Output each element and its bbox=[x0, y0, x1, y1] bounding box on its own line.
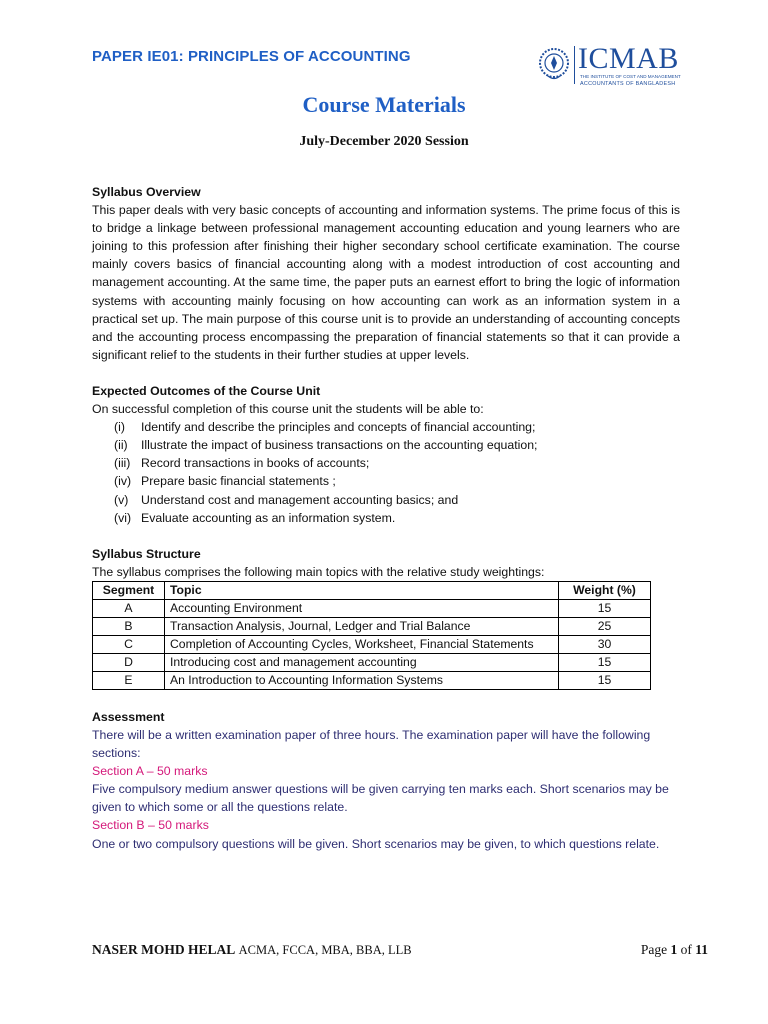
assessment-intro: There will be a written examination paper of three hours. The examination paper will have the following sections: bbox=[92, 727, 651, 761]
structure-intro: The syllabus comprises the following main topics with the relative study weightings: bbox=[92, 564, 545, 579]
segment-cell: C bbox=[93, 635, 165, 653]
segment-cell: A bbox=[93, 599, 165, 617]
logo-brand-text: ICMAB bbox=[578, 42, 679, 75]
document-body bbox=[92, 183, 680, 853]
list-item: (i) Identify and describe the principles and concepts of financial accounting; bbox=[114, 420, 536, 435]
weight-cell: 15 bbox=[559, 671, 651, 689]
syllabus-overview-text: This paper deals with very basic concepts of accounting and information systems. The prime focus of this is to bridge a linkage between professional management accounting education and young learners who are joining to this profession after finishing their higher secondary school certificate examination. The course mainly covers basics of financial accounting along with a modest introduction of cost accounting and management accounting. At the same time, the paper puts an earnest effort to bring the logic of information systems with accounting mainly focusing on how accounting can work as an information system in a practical set up. The main purpose of this course unit is to provide an understanding of accounting concepts and the accounting process encompassing the preparation of financial statements so that it can provide a significant relief to the students in their further studies at upper levels. bbox=[92, 203, 680, 362]
list-item: (iv) Prepare basic financial statements ; bbox=[114, 474, 336, 489]
topic-cell: Introducing cost and management accounting bbox=[165, 653, 559, 671]
table-row bbox=[93, 599, 651, 617]
icmab-seal-icon bbox=[538, 46, 570, 82]
list-item: (ii) Illustrate the impact of business transactions on the accounting equation; bbox=[114, 438, 538, 453]
segment-cell: D bbox=[93, 653, 165, 671]
column-header-topic: Topic bbox=[165, 581, 559, 599]
segment-cell: B bbox=[93, 617, 165, 635]
page-footer bbox=[92, 942, 708, 958]
column-header-segment: Segment bbox=[93, 581, 165, 599]
outcomes-heading: Expected Outcomes of the Course Unit bbox=[92, 383, 321, 398]
weight-cell: 25 bbox=[559, 617, 651, 635]
column-header-weight: Weight (%) bbox=[559, 581, 651, 599]
icmab-logo bbox=[538, 44, 680, 92]
topic-cell: An Introduction to Accounting Information Systems bbox=[165, 671, 559, 689]
syllabus-table bbox=[92, 581, 651, 690]
page-number: Page 1 of 11 bbox=[640, 942, 708, 957]
structure-heading: Syllabus Structure bbox=[92, 546, 201, 561]
paper-title: PAPER IE01: PRINCIPLES OF ACCOUNTING bbox=[92, 48, 411, 65]
session-subtitle: July-December 2020 Session bbox=[299, 134, 469, 149]
topic-cell: Completion of Accounting Cycles, Worksheet, Financial Statements bbox=[165, 635, 559, 653]
section-a-text: Five compulsory medium answer questions will be given carrying ten marks each. Short scenarios may be given to which some or all the questions relate. bbox=[92, 782, 669, 815]
outcomes-list bbox=[92, 418, 680, 527]
logo-divider bbox=[574, 46, 575, 84]
list-item: (iii) Record transactions in books of accounts; bbox=[114, 456, 370, 471]
section-a-label: Section A – 50 marks bbox=[92, 764, 208, 779]
outcomes-intro: On successful completion of this course unit the students will be able to: bbox=[92, 402, 484, 417]
topic-cell: Transaction Analysis, Journal, Ledger and Trial Balance bbox=[165, 617, 559, 635]
table-row bbox=[93, 671, 651, 689]
author-qualifications: ACMA, FCCA, MBA, BBA, LLB bbox=[238, 943, 412, 957]
logo-tagline-2: ACCOUNTANTS OF BANGLADESH bbox=[580, 81, 676, 87]
topic-cell: Accounting Environment bbox=[165, 599, 559, 617]
weight-cell: 30 bbox=[559, 635, 651, 653]
syllabus-overview-heading: Syllabus Overview bbox=[92, 185, 201, 199]
weight-cell: 15 bbox=[559, 653, 651, 671]
table-row bbox=[93, 653, 651, 671]
table-row bbox=[93, 617, 651, 635]
list-item: (v) Understand cost and management accounting basics; and bbox=[114, 492, 459, 507]
section-b-text: One or two compulsory questions will be given. Short scenarios may be given, to which questions relate. bbox=[92, 836, 660, 851]
table-row bbox=[93, 635, 651, 653]
author-name: NASER MOHD HELAL bbox=[92, 942, 236, 957]
weight-cell: 15 bbox=[559, 599, 651, 617]
logo-tagline-1: THE INSTITUTE OF COST AND MANAGEMENT bbox=[580, 74, 681, 79]
table-header-row bbox=[93, 581, 651, 599]
assessment-heading: Assessment bbox=[92, 709, 165, 724]
list-item: (vi) Evaluate accounting as an information system. bbox=[114, 510, 396, 525]
section-b-label: Section B – 50 marks bbox=[92, 818, 209, 833]
segment-cell: E bbox=[93, 671, 165, 689]
page-title: Course Materials bbox=[302, 92, 466, 117]
